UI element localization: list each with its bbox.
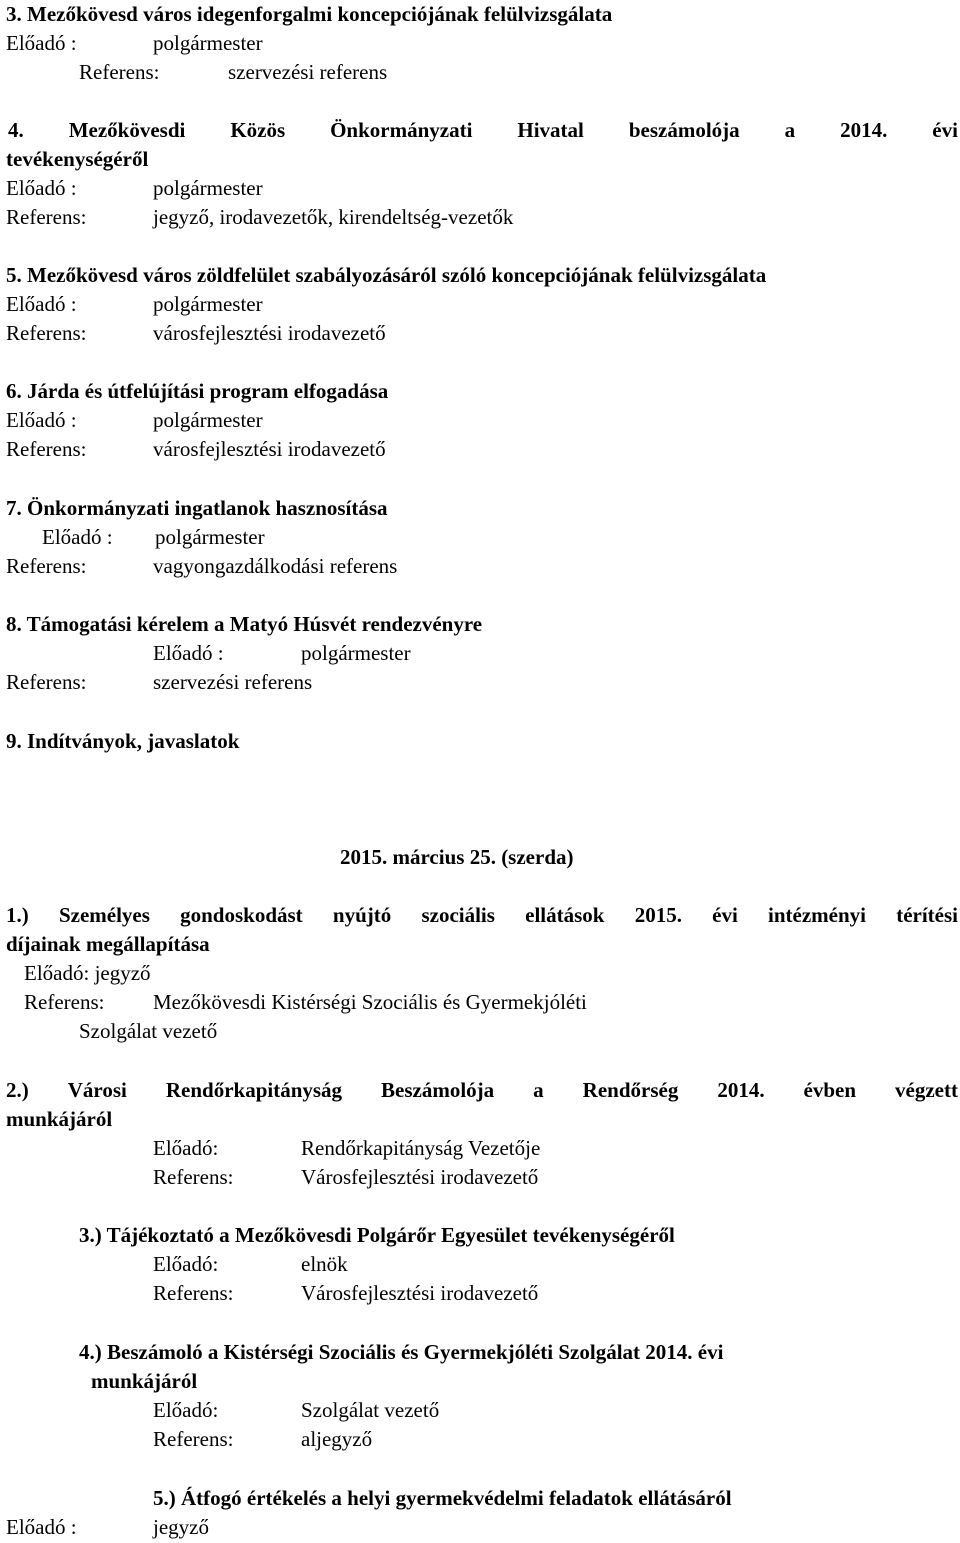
presenter-label: Előadó :: [42, 525, 113, 549]
title-word: Városi: [67, 1078, 127, 1102]
title-word: 2.): [6, 1078, 29, 1102]
title-word: szociális: [421, 903, 495, 927]
presenter-label: Előadó :: [6, 292, 77, 316]
presenter-value: jegyző: [153, 1515, 209, 1539]
agenda-item-title: 3. Mezőkövesd város idegenforgalmi koncepciójának felülvizsgálata: [6, 2, 613, 26]
title-word: térítési: [896, 903, 958, 927]
referent-value: jegyző, irodavezetők, kirendeltség-vezetők: [153, 205, 514, 229]
referent-label: Referens:: [6, 554, 87, 578]
title-word: Beszámolója: [381, 1078, 495, 1102]
referent-label: Referens:: [24, 990, 105, 1014]
presenter-line: Előadó: jegyző: [24, 961, 151, 985]
title-word: Rendőrkapitányság: [165, 1078, 343, 1102]
presenter-label: Előadó :: [6, 408, 77, 432]
presenter-label: Előadó :: [6, 1515, 77, 1539]
presenter-value: polgármester: [301, 641, 411, 665]
title-word: évi: [932, 118, 958, 142]
title-word: beszámolója: [628, 118, 740, 142]
title-word: évben: [803, 1078, 857, 1102]
agenda-item-title: 3.) Tájékoztató a Mezőkövesdi Polgárőr Egyesület tevékenységéről: [79, 1223, 675, 1247]
referent-value: szervezési referens: [228, 60, 388, 84]
referent-label: Referens:: [153, 1427, 234, 1451]
referent-value-cont: Szolgálat vezető: [79, 1019, 218, 1043]
title-word: 4.: [8, 118, 24, 142]
date-heading: 2015. március 25. (szerda): [340, 845, 574, 869]
presenter-label: Előadó :: [6, 176, 77, 200]
title-word: 2014.: [717, 1078, 765, 1102]
presenter-value: polgármester: [153, 31, 263, 55]
presenter-value: polgármester: [153, 292, 263, 316]
title-word: végzett: [895, 1078, 958, 1102]
title-word: Önkormányzati: [330, 118, 473, 142]
referent-value: Mezőkövesdi Kistérségi Szociális és Gyermekjóléti: [153, 990, 587, 1014]
title-word: 1.): [6, 903, 29, 927]
referent-label: Referens:: [153, 1281, 234, 1305]
title-word: Személyes: [58, 903, 150, 927]
title-word: Mezőkövesdi: [68, 118, 186, 142]
referent-value: szervezési referens: [153, 670, 313, 694]
agenda-item-title: 6. Járda és útfelújítási program elfogadása: [6, 379, 389, 403]
presenter-value: elnök: [301, 1252, 348, 1276]
agenda-item-title-cont: díjainak megállapítása: [6, 932, 210, 956]
referent-value: városfejlesztési irodavezető: [153, 321, 386, 345]
presenter-value: polgármester: [153, 408, 263, 432]
title-word: a: [533, 1078, 544, 1102]
presenter-label: Előadó:: [153, 1252, 219, 1276]
referent-value: Városfejlesztési irodavezető: [301, 1281, 539, 1305]
title-word: 2015.: [634, 903, 682, 927]
agenda-item-title: [6, 1076, 958, 1104]
title-word: évi: [712, 903, 738, 927]
referent-label: Referens:: [6, 205, 87, 229]
agenda-item-title: 5.) Átfogó értékelés a helyi gyermekvédelmi feladatok ellátásáról: [153, 1486, 732, 1510]
presenter-label: Előadó:: [153, 1136, 219, 1160]
agenda-item-title-cont: tevékenységéről: [6, 147, 149, 171]
presenter-value: polgármester: [153, 176, 263, 200]
agenda-item-title: [8, 116, 958, 144]
title-word: Közös: [230, 118, 286, 142]
referent-label: Referens:: [6, 670, 87, 694]
agenda-item-title-cont: munkájáról: [6, 1107, 113, 1131]
referent-label: Referens:: [153, 1165, 234, 1189]
presenter-value: Szolgálat vezető: [301, 1398, 440, 1422]
presenter-value: Rendőrkapitányság Vezetője: [301, 1136, 541, 1160]
title-word: Hivatal: [517, 118, 584, 142]
title-word: a: [784, 118, 796, 142]
title-word: intézményi: [768, 903, 866, 927]
title-word: nyújtó: [332, 903, 392, 927]
presenter-label: Előadó:: [153, 1398, 219, 1422]
agenda-item-title: 8. Támogatási kérelem a Matyó Húsvét rendezvényre: [6, 612, 483, 636]
presenter-label: Előadó :: [153, 641, 224, 665]
referent-value: Városfejlesztési irodavezető: [301, 1165, 539, 1189]
title-word: Rendőrség: [582, 1078, 679, 1102]
title-word: gondoskodást: [180, 903, 303, 927]
title-word: 2014.: [840, 118, 888, 142]
agenda-item-title: 9. Indítványok, javaslatok: [6, 729, 240, 753]
agenda-item-title: 4.) Beszámoló a Kistérségi Szociális és Gyermekjóléti Szolgálat 2014. évi: [79, 1340, 724, 1364]
title-word: ellátások: [525, 903, 605, 927]
referent-value: vagyongazdálkodási referens: [153, 554, 398, 578]
agenda-item-title: 7. Önkormányzati ingatlanok hasznosítása: [6, 496, 388, 520]
referent-value: aljegyző: [301, 1427, 373, 1451]
agenda-item-title: [6, 901, 958, 929]
referent-value: városfejlesztési irodavezető: [153, 437, 386, 461]
referent-label: Referens:: [6, 437, 87, 461]
referent-label: Referens:: [79, 60, 160, 84]
referent-label: Referens:: [6, 321, 87, 345]
presenter-label: Előadó :: [6, 31, 77, 55]
presenter-value: polgármester: [155, 525, 265, 549]
agenda-item-title: 5. Mezőkövesd város zöldfelület szabályozásáról szóló koncepciójának felülvizsgálata: [6, 263, 767, 287]
agenda-item-title-cont: munkájáról: [91, 1369, 198, 1393]
